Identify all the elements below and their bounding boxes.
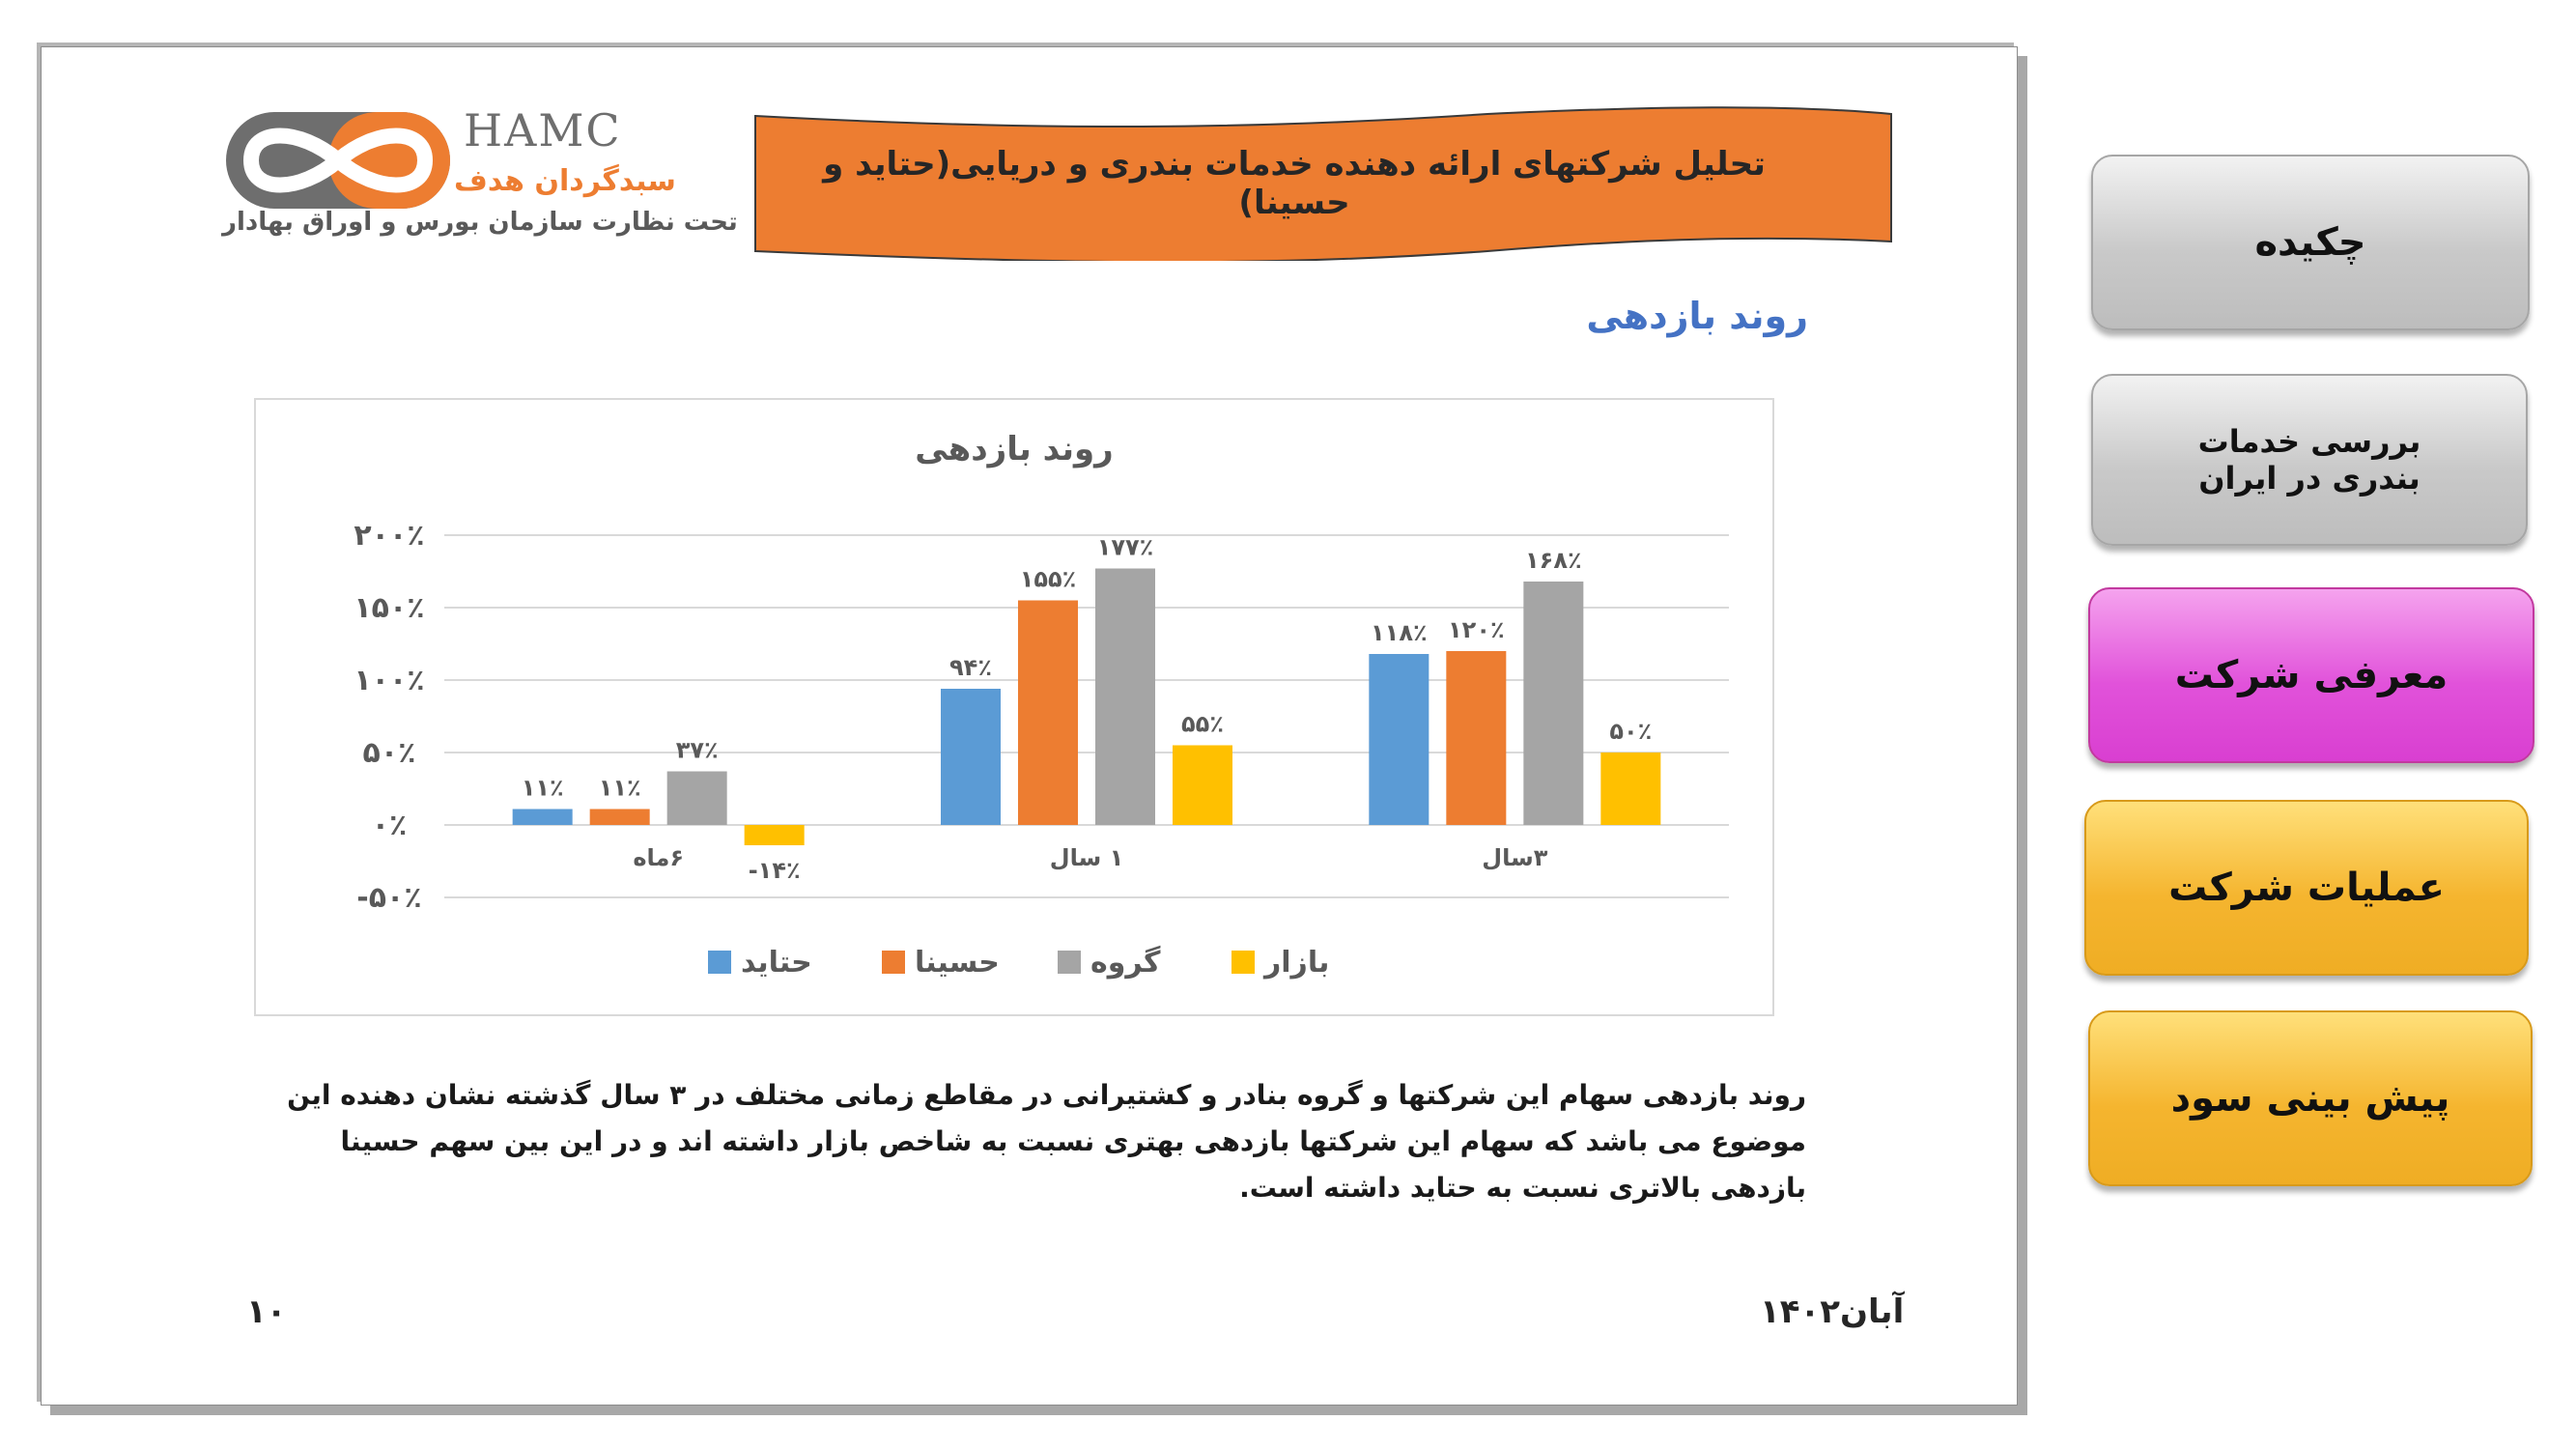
bar <box>1018 601 1078 826</box>
y-tick-label: ۲۰۰٪ <box>354 519 425 553</box>
nav-button-company-intro[interactable]: معرفی شرکت <box>2088 587 2534 763</box>
y-tick-label: -۵۰٪ <box>356 881 422 915</box>
data-label: -۱۴٪ <box>748 857 801 884</box>
legend-label: بازار <box>1264 946 1330 980</box>
y-tick-label: ۱۵۰٪ <box>354 591 425 625</box>
logo-subtitle: تحت نظارت سازمان بورس و اوراق بهادار <box>222 208 738 237</box>
legend-label: حسینا <box>915 946 1000 980</box>
bar <box>1523 582 1583 825</box>
banner-title: تحلیل شرکتهای ارائه دهنده خدمات بندری و دریایی(حتاید و حسینا) <box>823 145 1766 222</box>
data-label: ۱۱٪ <box>521 774 564 802</box>
section-heading: روند بازدهی <box>1586 295 1808 337</box>
bar <box>513 810 573 826</box>
nav-button-port-services[interactable]: بررسی خدمات بندری در ایران <box>2091 374 2528 546</box>
legend-swatch <box>1231 951 1255 974</box>
data-label: ۱۷۷٪ <box>1096 533 1154 561</box>
page-number: ۱۰ <box>246 1293 287 1331</box>
legend-label: حتاید <box>741 946 812 980</box>
chart-svg <box>256 400 1772 1014</box>
data-label: ۱۱٪ <box>598 774 641 802</box>
bar <box>941 689 1001 825</box>
legend-swatch <box>1058 951 1081 974</box>
data-label: ۱۶۸٪ <box>1525 547 1582 574</box>
data-label: ۱۵۵٪ <box>1019 565 1077 593</box>
analysis-paragraph: روند بازدهی سهام این شرکتها و گروه بنادر و کشتیرانی در مقاطع زمانی مختلف در ۳ سال گذشته نشان دهنده این موضوع می باشد که سهام این شرکتها بازدهی بهتری نسبت به شاخص بازار داشته اند و در این بین سهم حسینا بازدهی بالاتری نسبت به حتاید داشته است. <box>287 1079 1806 1204</box>
logo-letters: HAMC <box>464 104 622 156</box>
bar <box>745 825 805 845</box>
bar <box>1173 746 1232 826</box>
category-label: ۳سال <box>1482 844 1548 871</box>
y-tick-label: ۱۰۰٪ <box>354 664 425 697</box>
data-label: ۵۰٪ <box>1609 718 1653 745</box>
legend-label: گروه <box>1090 946 1161 980</box>
data-label: ۱۱۸٪ <box>1371 619 1428 646</box>
data-label: ۵۵٪ <box>1181 710 1224 738</box>
bar <box>590 810 650 826</box>
data-label: ۳۷٪ <box>675 736 719 764</box>
report-date: آبان۱۴۰۲ <box>1760 1293 1905 1331</box>
data-label: ۱۲۰٪ <box>1448 616 1505 643</box>
bar <box>1095 569 1155 826</box>
bar <box>1446 651 1506 825</box>
legend-swatch <box>708 951 731 974</box>
y-tick-label: ۰٪ <box>371 809 408 842</box>
category-label: ۱ سال <box>1049 844 1124 871</box>
data-label: ۹۴٪ <box>949 654 992 681</box>
bar <box>1600 753 1660 825</box>
nav-button-abstract[interactable]: چکیده <box>2091 155 2530 330</box>
bar <box>1369 654 1429 825</box>
nav-button-profit-forecast[interactable]: پیش بینی سود <box>2088 1010 2533 1186</box>
logo-name: سبدگردان هدف <box>454 164 676 198</box>
legend-swatch <box>882 951 905 974</box>
bar <box>667 772 727 826</box>
returns-chart <box>254 398 1774 1016</box>
chart-title: روند بازدهی <box>915 430 1114 469</box>
nav-button-company-operations[interactable]: عملیات شرکت <box>2084 800 2529 976</box>
y-tick-label: ۵۰٪ <box>362 736 416 770</box>
category-label: ۶ماه <box>633 844 685 871</box>
